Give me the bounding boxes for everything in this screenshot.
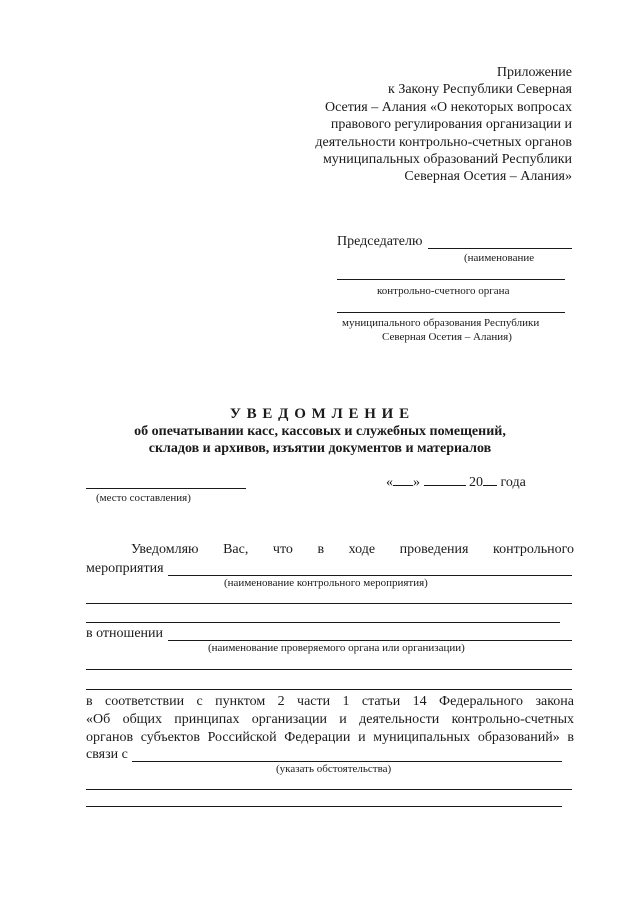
notify-line: Уведомляю Вас, что в ходе проведения контрольного <box>131 542 574 557</box>
addressee-hint-municipality: муниципального образования Республики <box>342 317 540 329</box>
place-fill-line[interactable] <box>86 488 246 489</box>
quote-close: » <box>413 475 420 490</box>
document-subtitle-2: складов и архивов, изъятии документов и материалов <box>148 441 492 456</box>
document-subtitle-1: об опечатывании касс, кассовых и служебных помещений, <box>134 424 506 439</box>
addressee-hint-organ: контрольно-счетного органа <box>377 285 510 297</box>
regarding-fill-line-2[interactable] <box>86 669 572 670</box>
law-line-1: в соответствии с пунктом 2 части 1 статьи 14 Федерального закона <box>86 694 574 709</box>
appendix-line: правового регулирования организации и <box>330 117 572 133</box>
appendix-line: деятельности контрольно-счетных органов <box>315 134 572 150</box>
year-suffix: года <box>500 475 526 490</box>
regarding-fill-line-3[interactable] <box>86 689 572 690</box>
year-prefix: 20 <box>469 475 483 490</box>
addressee-hint-region: Северная Осетия – Алания) <box>382 331 512 343</box>
law-line-3: органов субъектов Российской Федерации и муниципальных образований» в <box>86 730 574 745</box>
day-fill[interactable] <box>393 484 413 486</box>
addressee-fill-line-3[interactable] <box>337 312 565 313</box>
appendix-line: Северная Осетия – Алания» <box>404 169 572 185</box>
document-title: У В Е Д О М Л Е Н И Е <box>229 406 411 422</box>
cause-fill-line[interactable] <box>132 761 562 762</box>
addressee-fill-line-2[interactable] <box>337 279 565 280</box>
cause-fill-line-3[interactable] <box>86 806 562 807</box>
event-hint: (наименование контрольного мероприятия) <box>224 577 428 589</box>
cause-fill-line-2[interactable] <box>86 789 572 790</box>
event-fill-line-3[interactable] <box>86 622 560 623</box>
month-fill[interactable] <box>424 484 466 486</box>
date-field <box>386 475 526 491</box>
regarding-hint: (наименование проверяемого органа или организации) <box>208 642 465 654</box>
event-fill-line-2[interactable] <box>86 603 572 604</box>
law-line-2: «Об общих принципах организации и деятельности контрольно-счетных <box>86 712 574 727</box>
cause-label: связи с <box>86 747 128 762</box>
appendix-header <box>315 64 572 186</box>
cause-hint: (указать обстоятельства) <box>276 763 392 775</box>
regarding-label: в отношении <box>86 626 164 641</box>
appendix-line: муниципальных образований Республики <box>322 152 572 168</box>
addressee-fill-line[interactable] <box>428 248 572 249</box>
year-fill[interactable] <box>483 484 497 486</box>
appendix-line: Осетия – Алания «О некоторых вопросах <box>324 99 572 115</box>
regarding-fill-line[interactable] <box>168 640 572 641</box>
addressee-label: Председателю <box>337 234 423 249</box>
appendix-line: к Закону Республики Северная <box>388 82 572 98</box>
quote-open: « <box>386 475 393 490</box>
event-label: мероприятия <box>86 561 164 576</box>
place-hint: (место составления) <box>96 492 191 504</box>
addressee-hint-name: (наименование <box>464 252 535 264</box>
event-fill-line[interactable] <box>168 575 572 576</box>
appendix-line: Приложение <box>496 65 572 80</box>
